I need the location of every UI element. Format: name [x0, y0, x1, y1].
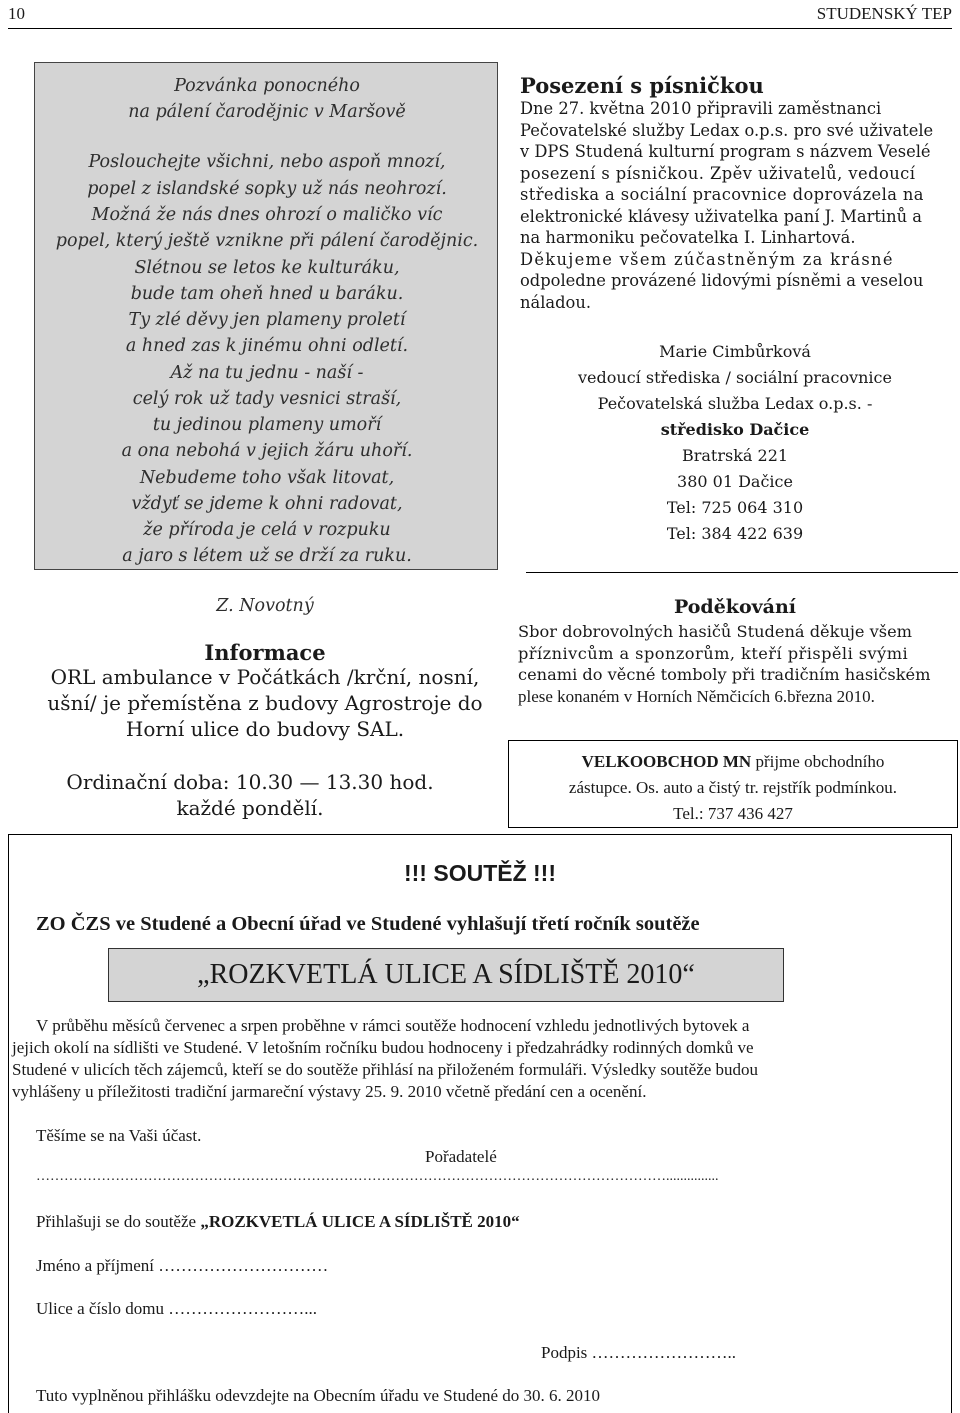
ad-phone: Tel.: 737 436 427: [673, 804, 793, 823]
address-line: 380 01 Dačice: [677, 472, 793, 491]
signature-name: Marie Cimbůrková: [659, 342, 811, 361]
posezeni-line: střediska a sociální pracovnice doprovázela na: [520, 185, 924, 204]
poem-line: Poslouchejte všichni, nebo aspoň mnozí,: [88, 152, 446, 172]
ad-company: VELKOOBCHOD MN: [581, 752, 752, 771]
poem-title: na pálení čarodějnic v Maršově: [128, 102, 406, 122]
poem-line: Možná že nás dnes ohrozí o maličko víc: [91, 205, 443, 225]
contest-exclaim: !!! SOUTĚŽ !!!: [403, 860, 556, 886]
poem-line: Ty zlé děvy jen plameny proletí: [128, 310, 406, 330]
contest-body-line: V průběhu měsíců červenec a srpen proběhne v rámci soutěže hodnocení vzhledu jednotlivých bytovek a: [36, 1016, 750, 1035]
contest-body-line: jejich okolí na sídlišti ve Studené. V letošním ročníku budou hodnoceny i předzahrádky rodinných domků ve: [12, 1038, 754, 1057]
ad-box: [508, 740, 958, 828]
dotted-separator: ………………………………………………………………………………………………………………………...............: [36, 1169, 719, 1184]
poem-line: a jaro s létem už se drží za ruku.: [122, 546, 412, 566]
podekovani-line: cenami do věcné tomboly při tradičním hasičském: [518, 665, 931, 684]
contest-organizer: Pořadatelé: [425, 1147, 497, 1166]
podekovani-body: [518, 621, 958, 707]
publication-name: STUDENSKÝ TEP: [816, 4, 952, 23]
signature-role: vedoucí střediska / sociální pracovnice: [578, 368, 892, 387]
posezeni-body: [520, 98, 958, 313]
posezeni-title: Posezení s písničkou: [520, 73, 764, 98]
ad-line: zástupce. Os. auto a čistý tr. rejstřík podmínkou.: [568, 778, 898, 797]
phone-line: Tel: 725 064 310: [666, 498, 804, 517]
name-field[interactable]: Jméno a příjmení …………………………: [36, 1256, 329, 1275]
signature-field[interactable]: Podpis ……………………..: [541, 1343, 737, 1362]
poem-line: a ona nebohá v jejich žáru uhoří.: [121, 441, 413, 461]
posezeni-line: Pečovatelské služby Ledax o.p.s. pro své uživatele: [520, 120, 934, 140]
address-line: Bratrská 221: [681, 446, 789, 465]
page-number: 10: [8, 4, 25, 23]
contest-announcement: ZO ČZS ve Studené a Obecní úřad ve Studené vyhlašují třetí ročník soutěže: [36, 913, 700, 935]
signup-title: „ROZKVETLÁ ULICE A SÍDLIŠTĚ 2010“: [200, 1212, 520, 1231]
header-rule: [8, 28, 952, 29]
posezeni-line: odpoledne provázené lidovými písněmi a veselou: [520, 271, 924, 290]
poem-line: a hned zas k jinému ohni odletí.: [125, 336, 409, 356]
informace-days: každé pondělí.: [176, 796, 324, 820]
poem-line: že příroda je celá v rozpuku: [143, 520, 391, 540]
submit-note: Tuto vyplněnou přihlášku odevzdejte na Obecním úřadu ve Studené do 30. 6. 2010: [36, 1386, 601, 1405]
street-field[interactable]: Ulice a číslo domu ……………………...: [36, 1299, 317, 1318]
section-divider: [526, 572, 958, 573]
posezeni-line: náladou.: [520, 292, 591, 312]
contest-title: „ROZKVETLÁ ULICE A SÍDLIŠTĚ 2010“: [197, 959, 695, 990]
contest-body: [12, 1015, 948, 1103]
poem-line: Nebudeme toho však litovat,: [139, 468, 395, 488]
posezeni-line: Dne 27. května 2010 připravili zaměstnanci: [520, 99, 882, 118]
podekovani-title: Poděkování: [673, 596, 797, 618]
poem-box: [34, 62, 498, 570]
posezeni-line: posezení s písničkou. Zpěv uživatelů, vedoucí: [520, 163, 916, 183]
posezeni-line: elektronické klávesy uživatelka paní J. Martinů a: [520, 206, 922, 226]
signup-line: [36, 1212, 520, 1232]
poem-line: popel, který ještě vznikne při pálení čarodějnic.: [55, 231, 479, 251]
poem-line: bude tam oheň hned u baráku.: [130, 284, 404, 304]
poem-title: Pozvánka ponocného: [174, 76, 360, 96]
informace-title: Informace: [204, 640, 326, 665]
poem-line: vždyť se jdeme k ohni radovat,: [131, 494, 403, 514]
poem-line: Slétnou se letos ke kulturáku,: [134, 258, 400, 278]
contest-closing: Těšíme se na Vaši účast.: [36, 1126, 202, 1145]
podekovani-line: Sbor dobrovolných hasičů Studená děkuje všem: [518, 622, 912, 641]
signature-org: Pečovatelská služba Ledax o.p.s. -: [597, 394, 873, 413]
informace-hours: Ordinační doba: 10.30 — 13.30 hod.: [66, 770, 434, 794]
poem-line: celý rok už tady vesnici straší,: [132, 389, 402, 409]
signup-prefix: Přihlašuji se do soutěže: [36, 1212, 201, 1231]
contest-title-bar: [108, 948, 784, 1002]
poem-line: tu jedinou plameny umoří: [152, 415, 382, 435]
poem-line: popel z islandské sopky už nás neohrozí.: [87, 179, 447, 199]
center-name: středisko Dačice: [660, 420, 810, 439]
contest-body-line: vyhlášeny u příležitosti tradiční jarmareční výstavy 25. 9. 2010 včetně předání cen a ocenění.: [12, 1082, 647, 1101]
podekovani-line: plese konaném v Horních Němčicích 6.března 2010.: [518, 686, 875, 706]
informace-line: Horní ulice do budovy SAL.: [125, 717, 405, 741]
informace-line: ORL ambulance v Počátkách /krční, nosní,: [50, 665, 480, 689]
contest-body-line: Studené v ulicích těch zájemců, kteří se do soutěže přihlásí na přiloženém formuláři. Výsledky soutěže budou: [12, 1060, 759, 1079]
posezeni-line: Děkujeme všem zúčastněným za krásné: [520, 249, 894, 269]
ad-line: [509, 752, 957, 772]
phone-line: Tel: 384 422 639: [666, 524, 804, 543]
podekovani-line: příznivcům a sponzorům, kteří přispěli svými: [518, 643, 909, 663]
poem-author: Z. Novotný: [216, 596, 314, 616]
ad-offer: přijme obchodního: [751, 752, 885, 771]
informace-line: ušní/ je přemístěna z budovy Agrostroje do: [47, 691, 483, 715]
posezeni-line: na harmoniku pečovatelka I. Linhartová.: [520, 228, 856, 247]
posezeni-line: v DPS Studená kulturní program s názvem Veselé: [520, 142, 931, 161]
poem-line: Až na tu jednu - naší -: [170, 363, 364, 383]
